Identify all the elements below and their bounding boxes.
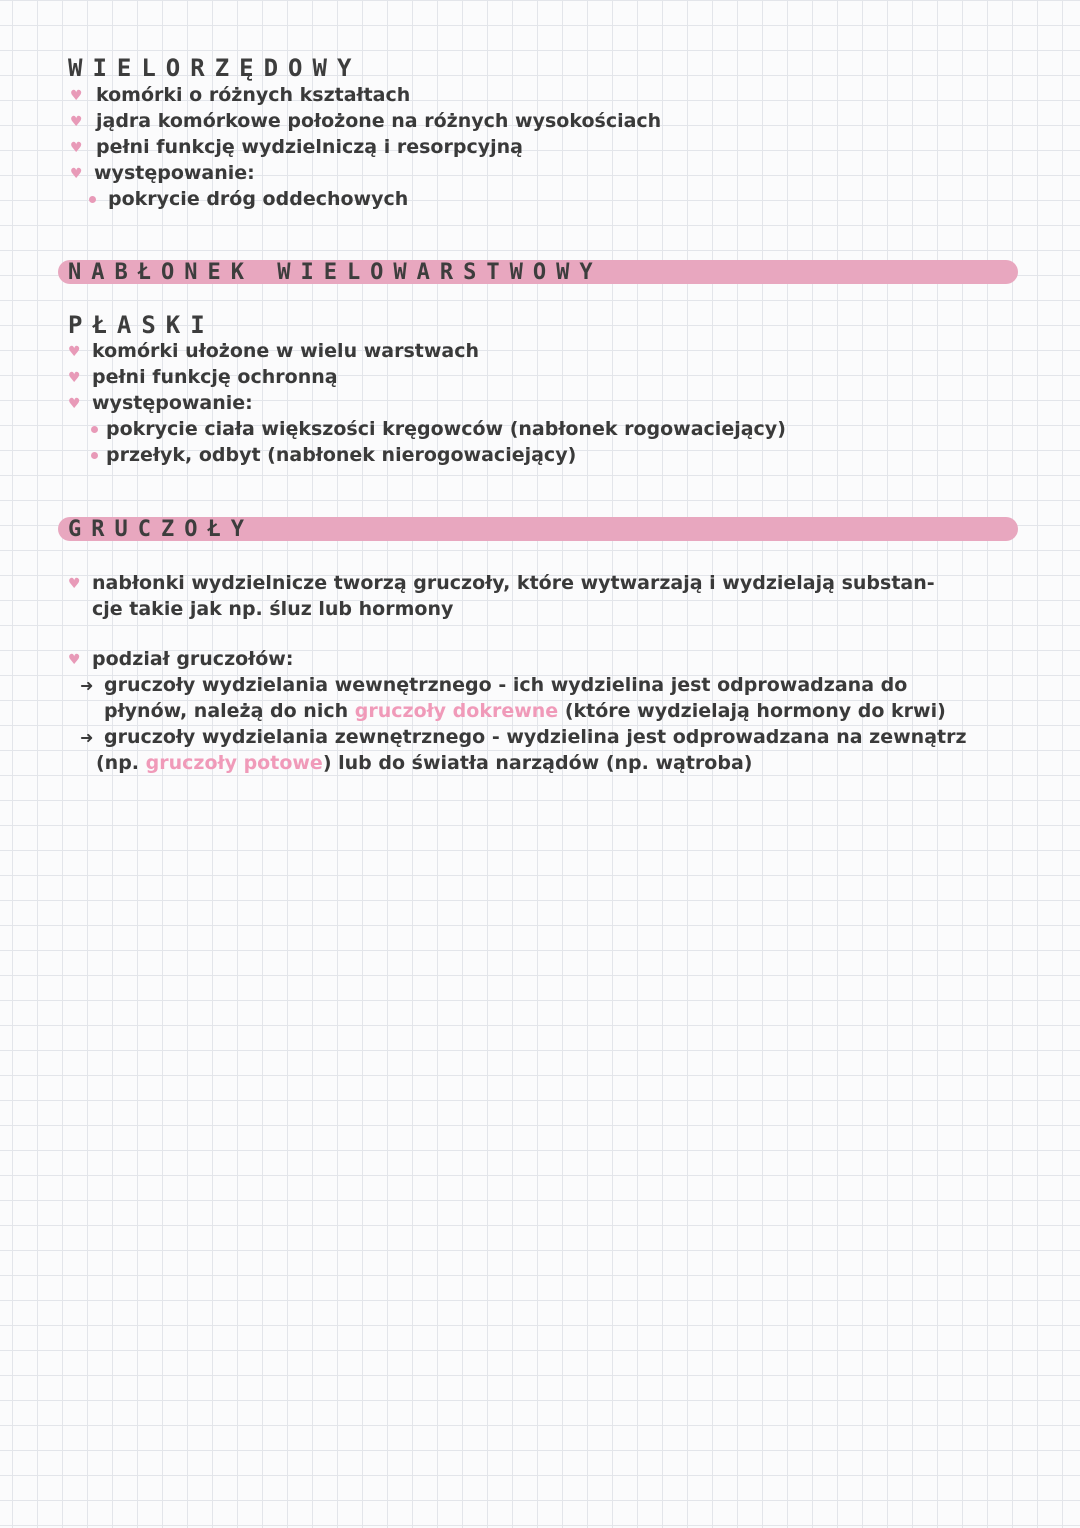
list-item: występowanie:: [92, 392, 253, 414]
list-item: komórki ułożone w wielu warstwach: [92, 340, 480, 362]
paragraph-line: [104, 700, 946, 722]
text-fragment: płynów, należą do nich: [104, 700, 349, 722]
sub-list-item: pokrycie ciała większości kręgowców (nabłonek rogowaciejący): [106, 418, 786, 440]
paragraph-line: cje takie jak np. śluz lub hormony: [92, 598, 454, 620]
list-item: występowanie:: [94, 162, 255, 184]
list-item: komórki o różnych kształtach: [96, 84, 411, 106]
heart-icon: ♥: [68, 396, 81, 412]
heart-icon: ♥: [70, 114, 83, 130]
paragraph-line: gruczoły wydzielania wewnętrznego - ich wydzielina jest odprowadzana do: [104, 674, 908, 696]
heart-icon: ♥: [68, 576, 81, 592]
heart-icon: ♥: [68, 652, 81, 668]
list-item: pełni funkcję wydzielniczą i resorpcyjną: [96, 136, 523, 158]
text-fragment: (np.: [96, 752, 140, 774]
dot-icon: [91, 426, 98, 433]
list-item: jądra komórkowe położone na różnych wysokościach: [96, 110, 662, 132]
section-title-plaski: PŁASKI: [68, 311, 215, 339]
arrow-right-icon: ➜: [80, 676, 94, 695]
heart-icon: ♥: [70, 88, 83, 104]
sub-list-item: pokrycie dróg oddechowych: [108, 188, 409, 210]
highlight-gruczoly-dokrewne: gruczoły dokrewne: [354, 700, 559, 722]
heart-icon: ♥: [70, 140, 83, 156]
heart-icon: ♥: [68, 344, 81, 360]
text-fragment: ) lub do światła narządów (np. wątroba): [322, 752, 753, 774]
dot-icon: [89, 196, 96, 203]
highlight-gruczoly-potowe: gruczoły potowe: [145, 752, 323, 774]
heart-icon: ♥: [70, 166, 83, 182]
section-title-wielorzedowy: WIELORZĘDOWY: [68, 54, 362, 82]
banner-title-nablonek-wielowarstwowy: NABŁONEK WIELOWARSTWOWY: [68, 260, 603, 285]
paragraph-line: [96, 752, 752, 774]
sub-list-item: przełyk, odbyt (nabłonek nierogowaciejący): [106, 444, 577, 466]
arrow-right-icon: ➜: [80, 728, 94, 747]
dot-icon: [91, 452, 98, 459]
banner-title-gruczoly: GRUCZOŁY: [68, 517, 254, 542]
list-item: pełni funkcję ochronną: [92, 366, 338, 388]
list-item: podział gruczołów:: [92, 648, 294, 670]
paragraph-line: gruczoły wydzielania zewnętrznego - wydzielina jest odprowadzana na zewnątrz: [104, 726, 967, 748]
heart-icon: ♥: [68, 370, 81, 386]
paragraph-line: nabłonki wydzielnicze tworzą gruczoły, które wytwarzają i wydzielają substan-: [92, 572, 935, 594]
text-fragment: (które wydzielają hormony do krwi): [564, 700, 946, 722]
